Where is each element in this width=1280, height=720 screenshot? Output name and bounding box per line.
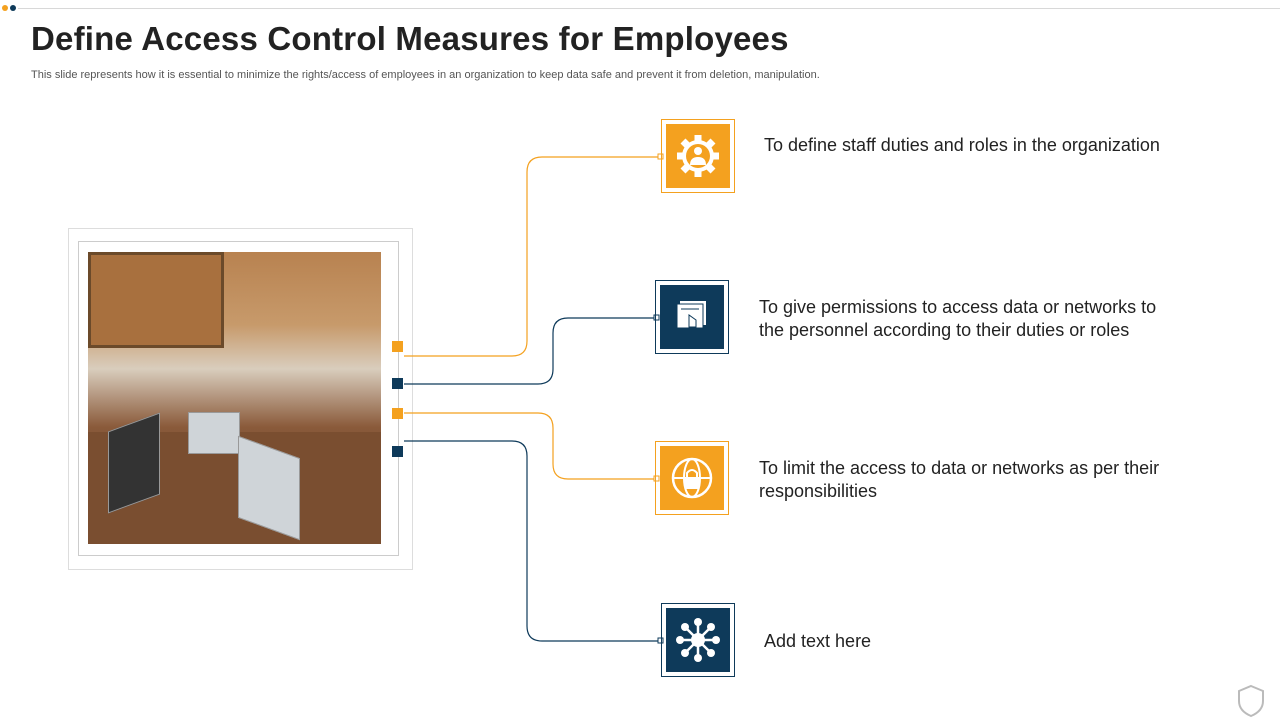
item-2-icon-box [655, 280, 729, 354]
page-subtitle: This slide represents how it is essential to minimize the rights/access of employees in an organization to keep data safe and prevent it from deletion, manipulation. [31, 69, 820, 81]
item-4-text: Add text here [764, 631, 872, 651]
item-3-text: To limit the access to data or networks as per their responsibilities [759, 458, 1160, 501]
item-4-icon-box [661, 603, 735, 677]
page-title: Define Access Control Measures for Employees [31, 20, 789, 57]
shield-icon [1236, 684, 1266, 718]
item-2-text: To give permissions to access data or networks to the personnel according to their duties or roles [759, 297, 1157, 340]
gear-person-icon [673, 131, 723, 181]
item-1-icon-box [661, 119, 735, 193]
network-hub-icon [675, 617, 721, 663]
connector-square-1 [392, 341, 403, 352]
globe-lock-icon [669, 455, 715, 501]
item-1-text: To define staff duties and roles in the organization [764, 135, 1160, 155]
connector-square-4 [392, 446, 403, 457]
connector-square-2 [392, 378, 403, 389]
item-3-icon-box [655, 441, 729, 515]
document-click-icon [672, 297, 712, 337]
connector-square-3 [392, 408, 403, 419]
